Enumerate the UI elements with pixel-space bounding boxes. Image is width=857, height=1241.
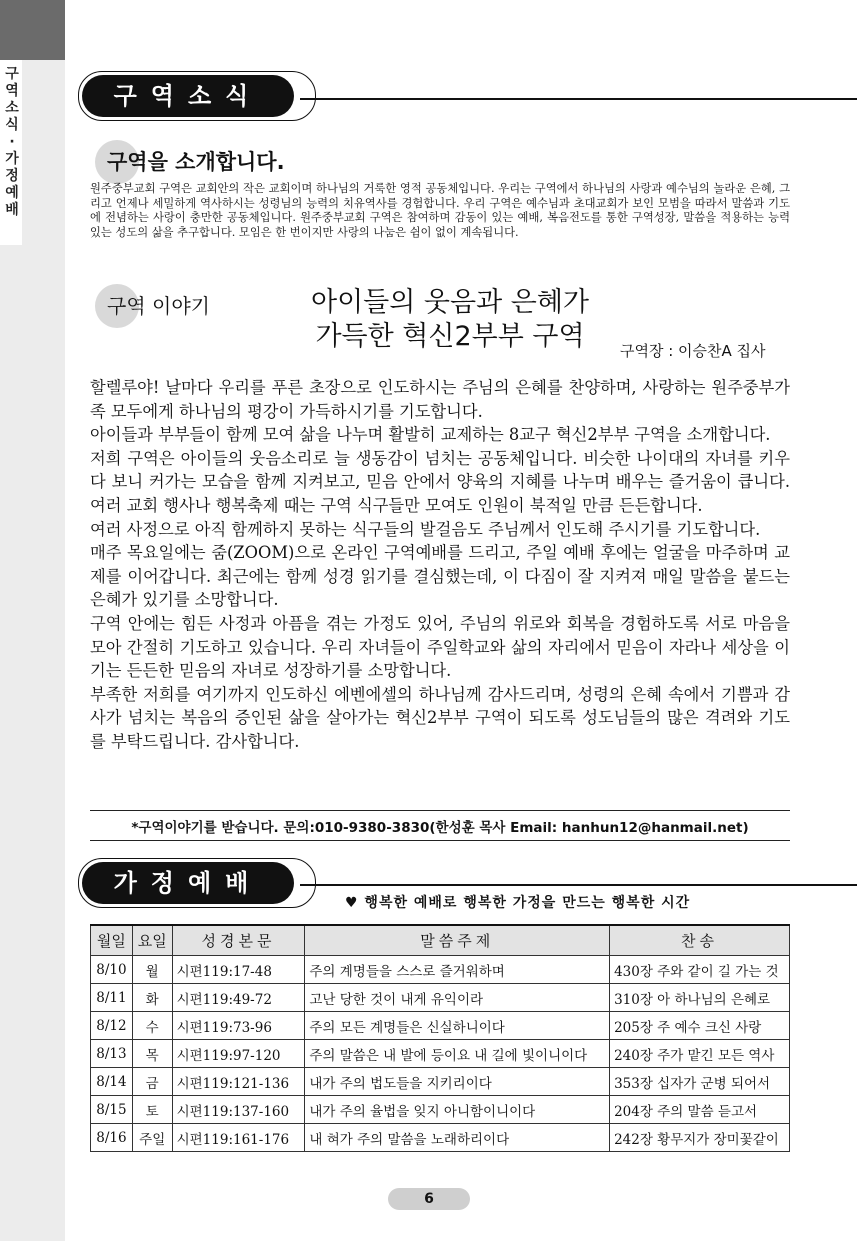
story-paragraph: 아이들과 부부들이 함께 모여 삶을 나누며 활발히 교제하는 8교구 혁신2부부 구역을 소개합니다.: [90, 425, 771, 445]
cell-scripture: 시편119:161-176: [172, 1124, 305, 1152]
cell-day: 금: [132, 1068, 172, 1096]
group-leader: 구역장 : 이승찬A 집사: [620, 342, 766, 360]
table-row: [91, 984, 790, 1012]
section-title: 가정예배: [82, 862, 294, 904]
cell-scripture: 시편119:73-96: [172, 1012, 305, 1040]
story-body: [90, 376, 790, 754]
section-header-news: [82, 75, 322, 117]
worship-table: [90, 924, 790, 1152]
table-header-row: [91, 925, 790, 956]
table-row: [91, 1040, 790, 1068]
worship-tagline: ♥ 행복한 예배로 행복한 가정을 만드는 행복한 시간: [345, 895, 691, 911]
cell-day: 월: [132, 956, 172, 984]
cell-hymn: 430장 주와 같이 길 가는 것: [610, 956, 790, 984]
intro-heading-text: 구역을 소개합니다.: [107, 150, 285, 174]
cell-topic: 주의 말씀은 내 발에 등이요 내 길에 빛이니이다: [305, 1040, 610, 1068]
table-row: [91, 956, 790, 984]
cell-topic: 주의 모든 계명들은 신실하니이다: [305, 1012, 610, 1040]
contact-line: *구역이야기를 받습니다. 문의:010-9380-3830(한성훈 목사 Email: hanhun12@hanmail.net): [131, 820, 749, 836]
column-header-hymn: 찬송: [610, 925, 790, 956]
story-paragraph: 구역 안에는 힘든 사정과 아픔을 겪는 가정도 있어, 주님의 위로와 회복을 경험하도록 서로 마음을 모아 간절히 기도하고 있습니다. 우리 자녀들이 주일학교와 삶의 자리에서 믿음이 자라나 세상을 이기는 든든한 믿음의 자녀로 성장하기를 소망합니다.: [90, 613, 790, 681]
cell-scripture: 시편119:97-120: [172, 1040, 305, 1068]
table-row: [91, 1124, 790, 1152]
cell-hymn: 242장 황무지가 장미꽃같이: [610, 1124, 790, 1152]
intro-heading: [107, 146, 285, 176]
column-header-date: 월일: [91, 925, 133, 956]
column-header-day: 요일: [132, 925, 172, 956]
story-label: [107, 290, 210, 319]
cell-date: 8/11: [91, 984, 133, 1012]
cell-hymn: 204장 주의 말씀 듣고서: [610, 1096, 790, 1124]
story-title-line2: 가득한 혁신2부부 구역: [315, 321, 585, 352]
cell-hymn: 310장 아 하나님의 은혜로: [610, 984, 790, 1012]
page-number: 6: [388, 1188, 470, 1210]
cell-topic: 주의 계명들을 스스로 즐거워하며: [305, 956, 610, 984]
section-rule: [300, 884, 857, 886]
section-title: 구역소식: [82, 75, 294, 117]
cell-day: 수: [132, 1012, 172, 1040]
cell-day: 주일: [132, 1124, 172, 1152]
cell-date: 8/12: [91, 1012, 133, 1040]
intro-text: 원주중부교회 구역은 교회안의 작은 교회이며 하나님의 거룩한 영적 공동체입니다. 우리는 구역에서 하나님의 사랑과 예수님의 놀라운 은혜, 그리고 언제나 세밀하게 역사하시는 성령님의 능력의 치유역사를 경험합니다. 우리 구역은 예수님과 초대교회가 보인 모범을 따라서 말씀과 기도에 전념하는 사랑이 충만한 공동체입니다. 원주중부교회 구역은 참여하며 감동이 있는 예배, 복음전도를 통한 구역성장, 말씀을 적용하는 능력 있는 성도의 삶을 추구합니다. 모임은 한 번이지만 사랑의 나눔은 쉼이 없이 계속됩니다.: [90, 182, 790, 239]
story-paragraph: 저희 구역은 아이들의 웃음소리로 늘 생동감이 넘치는 공동체입니다. 비슷한 나이대의 자녀를 키우다 보니 커가는 모습을 함께 지켜보고, 믿음 안에서 양육의 지혜를 나누며 배우는 즐거움이 큽니다. 여러 교회 행사나 행복축제 때는 구역 식구들만 모여도 인원이 북적일 만큼 든든합니다.: [90, 448, 790, 515]
cell-hymn: 353장 십자가 군병 되어서: [610, 1068, 790, 1096]
story-title-line1: 아이들의 웃음과 은혜가: [311, 287, 589, 318]
story-label-text: 구역 이야기: [107, 294, 210, 318]
story-paragraph: 매주 목요일에는 줌(ZOOM)으로 온라인 구역예배를 드리고, 주일 예배 후에는 얼굴을 마주하며 교제를 이어갑니다. 최근에는 함께 성경 읽기를 결심했는데, 이 다짐이 잘 지켜져 매일 말씀을 붙드는 은혜가 있기를 소망합니다.: [90, 543, 790, 610]
table-row: [91, 1068, 790, 1096]
story-paragraph: 여러 사정으로 아직 함께하지 못하는 식구들의 발걸음도 주님께서 인도해 주시기를 기도합니다.: [90, 519, 761, 539]
cell-date: 8/16: [91, 1124, 133, 1152]
cell-hymn: 240장 주가 맡긴 모든 역사: [610, 1040, 790, 1068]
section-rule: [300, 98, 857, 100]
column-header-topic: 말씀주제: [305, 925, 610, 956]
sidebar-dark-block: [0, 0, 65, 60]
cell-topic: 내 혀가 주의 말씀을 노래하리이다: [305, 1124, 610, 1152]
story-title: [300, 286, 600, 354]
cell-date: 8/15: [91, 1096, 133, 1124]
column-header-scripture: 성경본문: [172, 925, 305, 956]
cell-date: 8/10: [91, 956, 133, 984]
cell-date: 8/13: [91, 1040, 133, 1068]
contact-rule-top: [90, 810, 790, 811]
cell-topic: 내가 주의 율법을 잊지 아니함이니이다: [305, 1096, 610, 1124]
section-header-worship: [82, 862, 322, 904]
cell-scripture: 시편119:121-136: [172, 1068, 305, 1096]
cell-day: 목: [132, 1040, 172, 1068]
table-row: [91, 1096, 790, 1124]
cell-scripture: 시편119:137-160: [172, 1096, 305, 1124]
cell-day: 토: [132, 1096, 172, 1124]
cell-scripture: 시편119:49-72: [172, 984, 305, 1012]
story-paragraph: 할렐루야! 날마다 우리를 푸른 초장으로 인도하시는 주님의 은혜를 찬양하며, 사랑하는 원주중부가족 모두에게 하나님의 평강이 가득하시기를 기도합니다.: [90, 378, 790, 421]
cell-scripture: 시편119:17-48: [172, 956, 305, 984]
cell-topic: 내가 주의 법도들을 지키리이다: [305, 1068, 610, 1096]
cell-topic: 고난 당한 것이 내게 유익이라: [305, 984, 610, 1012]
table-row: [91, 1012, 790, 1040]
cell-day: 화: [132, 984, 172, 1012]
cell-hymn: 205장 주 예수 크신 사랑: [610, 1012, 790, 1040]
sidebar-label: 구역소식·가정예배: [5, 66, 19, 218]
cell-date: 8/14: [91, 1068, 133, 1096]
contact-rule-bottom: [90, 840, 790, 841]
story-paragraph: 부족한 저희를 여기까지 인도하신 에벤에셀의 하나님께 감사드리며, 성령의 은혜 속에서 기쁨과 감사가 넘치는 복음의 증인된 삶을 살아가는 혁신2부부 구역이 되도록 성도님들의 많은 격려와 기도를 부탁드립니다. 감사합니다.: [90, 684, 790, 751]
